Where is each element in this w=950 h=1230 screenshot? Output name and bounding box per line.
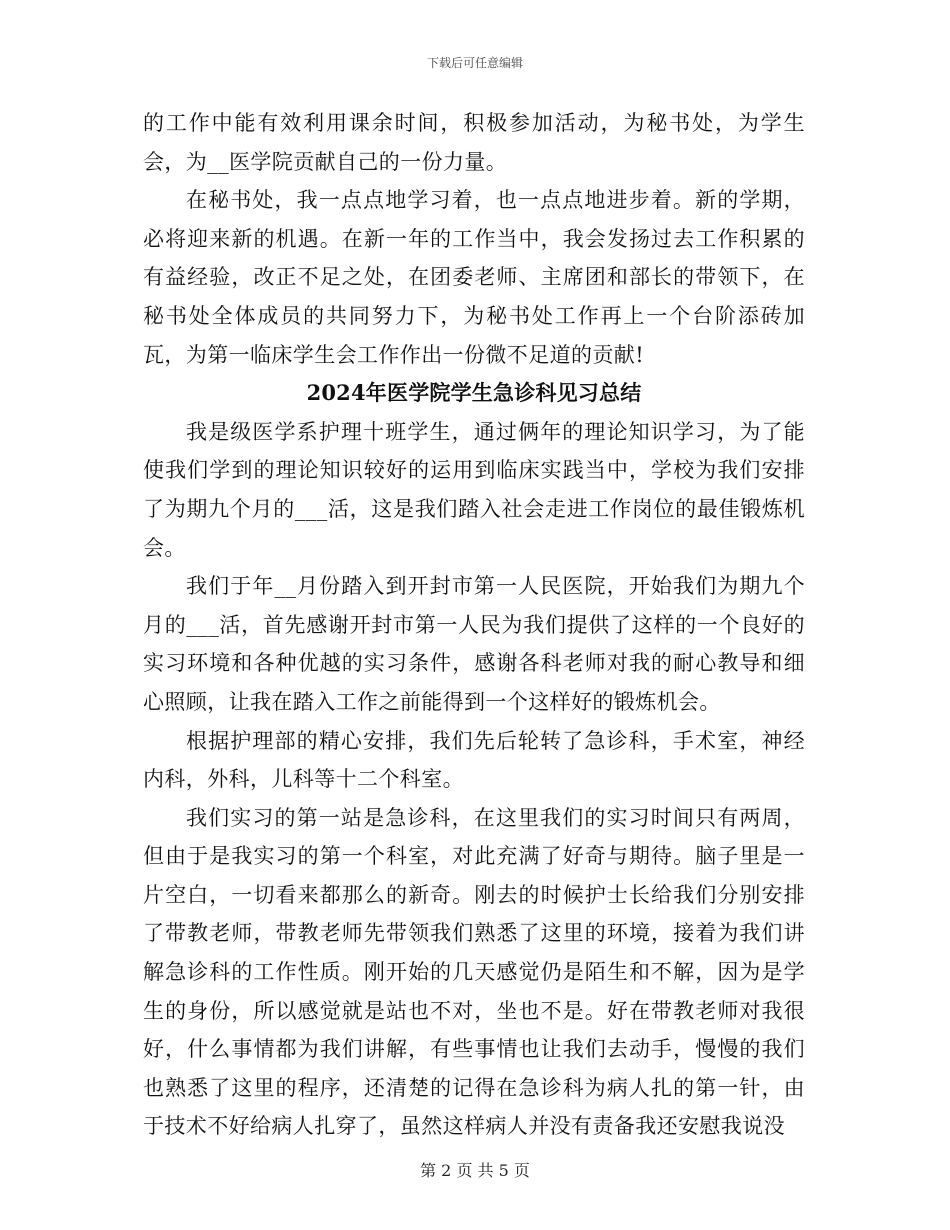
paragraph: 的工作中能有效利用课余时间，积极参加活动，为秘书处，为学生会，为__医学院贡献自己的一份力量。: [143, 111, 805, 174]
section-title: 2024年医学院学生急诊科见习总结: [306, 380, 642, 406]
page-header-note: 下载后可任意编辑: [426, 56, 523, 70]
paragraph: 在秘书处，我一点点地学习着，也一点点地进步着。新的学期，必将迎来新的机遇。在新一年的工作当中，我会发扬过去工作积累的有益经验，改正不足之处，在团委老师、主席团和部长的带领下，在秘书处全体成员的共同努力下，为秘书处工作再上一个台阶添砖加瓦，为第一临床学生会工作作出一份微不足道的贡献!: [143, 188, 805, 367]
paragraph: 我们实习的第一站是急诊科，在这里我们的实习时间只有两周，但由于是我实习的第一个科室，对此充满了好奇与期待。脑子里是一片空白，一切看来都那么的新奇。刚去的时候护士长给我们分别安排了带教老师，带教老师先带领我们熟悉了这里的环境，接着为我们讲解急诊科的工作性质。刚开始的几天感觉仍是陌生和不解，因为是学生的身份，所以感觉就是站也不对，坐也不是。好在带教老师对我很好，什么事情都为我们讲解，有些事情也让我们去动手，慢慢的我们也熟悉了这里的程序，还清楚的记得在急诊科为病人扎的第一针，由于技术不好给病人扎穿了，虽然这样病人并没有责备我还安慰我说没: [143, 805, 805, 1139]
paragraph: 我们于年__月份踏入到开封市第一人民医院，开始我们为期九个月的___活，首先感谢开封市第一人民为我们提供了这样的一个良好的实习环境和各种优越的实习条件，感谢各科老师对我的耐心教导和细心照顾，让我在踏入工作之前能得到一个这样好的锻炼机会。: [143, 574, 805, 714]
paragraph: 我是级医学系护理十班学生，通过俩年的理论知识学习，为了能使我们学到的理论知识较好的运用到临床实践当中，学校为我们安排了为期九个月的___活，这是我们踏入社会走进工作岗位的最佳锻炼机会。: [143, 419, 805, 560]
paragraph: 根据护理部的精心安排，我们先后轮转了急诊科，手术室，神经内科，外科，儿科等十二个科室。: [143, 728, 805, 792]
page-number: 第 2 页 共 5 页: [420, 1161, 530, 1180]
document-body: [143, 104, 805, 1146]
